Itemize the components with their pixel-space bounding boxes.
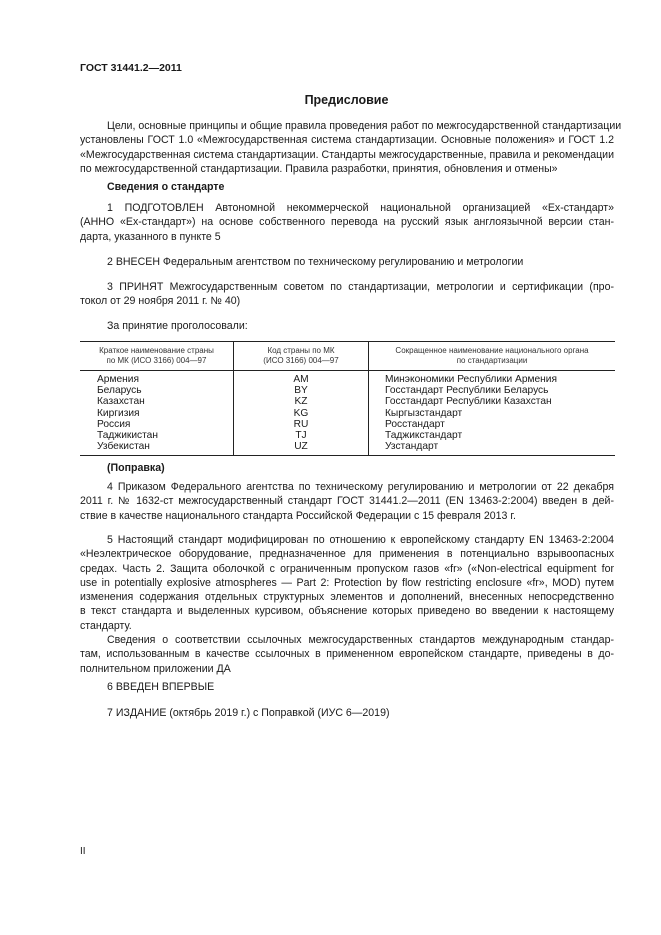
item-5-line: «Неэлектрическое оборудование, предназначенное для применения в потенциально взрывоопасных xyxy=(80,548,614,561)
code-cell: AM xyxy=(234,371,369,386)
item-6-line: 6 ВВЕДЕН ВПЕРВЫЕ xyxy=(107,681,215,693)
code-cell: TJ xyxy=(234,430,369,441)
vote-label-text: За принятие проголосовали: xyxy=(107,320,248,332)
intro-line: установлены ГОСТ 1.0 «Межгосударственная система стандартизации. Основные положения» и ГОСТ 1.2 xyxy=(80,134,614,147)
country-cell: Беларусь xyxy=(97,385,142,397)
item-5-line: use in potentially explosive atmospheres — Part 2: Protection by flow restricting enclosure «fr», MOD) путем xyxy=(80,576,614,589)
header-line: Код страны по МК xyxy=(267,346,335,355)
intro-line: по межгосударственной стандартизации. Правила разработки, принятия, обновления и отмены» xyxy=(80,162,558,175)
table-header-code xyxy=(234,342,369,371)
body-cell: Минэкономики Республики Армения xyxy=(369,371,616,386)
item-5-refs-line: Сведения о соответствии ссылочных межгосударственных стандартов международным стандар- xyxy=(107,634,614,647)
body-cell: Кыргызстандарт xyxy=(369,408,616,419)
item-1-line: дарта, указанного в пункте 5 xyxy=(80,230,221,243)
item-6 xyxy=(80,680,614,694)
header-line: по стандартизации xyxy=(456,356,528,365)
code-cell: RU xyxy=(234,419,369,430)
table-header-body xyxy=(369,342,616,371)
table-header-country xyxy=(80,342,234,371)
table-row xyxy=(80,441,615,456)
item-2 xyxy=(80,255,614,269)
about-heading: Сведения о стандарте xyxy=(107,181,225,193)
item-4-line: 4 Приказом Федерального агентства по техническому регулированию и метрологии от 22 декабря xyxy=(107,481,614,493)
item-7-line: 7 ИЗДАНИЕ (октябрь 2019 г.) с Поправкой (ИУС 6—2019) xyxy=(107,707,390,719)
item-5 xyxy=(80,533,614,676)
item-4-line: 2011 г. № 1632-ст межгосударственный стандарт ГОСТ 31441.2—2011 (EN 13463-2:2004) введен в дей- xyxy=(80,495,614,508)
item-3-line: 3 ПРИНЯТ Межгосударственным советом по стандартизации, метрологии и сертификации (про- xyxy=(107,281,614,293)
item-5-line: изменения содержания отдельных структурных элементов и дополнений, внесенных непосредственно xyxy=(80,591,614,604)
header-line: Сокращенное наименование национального органа xyxy=(395,346,589,355)
page-title: Предисловие xyxy=(304,93,389,107)
item-2-line: 2 ВНЕСЕН Федеральным агентством по техническому регулированию и метрологии xyxy=(107,256,524,268)
body-cell: Таджикстандарт xyxy=(369,430,616,441)
header-line: по МК (ИСО 3166) 004—97 xyxy=(106,356,207,365)
country-cell: Армения xyxy=(97,374,139,385)
table-row xyxy=(80,385,615,396)
table-row xyxy=(80,371,615,386)
code-cell: KG xyxy=(234,408,369,419)
country-cell: Казахстан xyxy=(97,396,145,408)
code-cell: BY xyxy=(234,385,369,396)
item-3-line: токол от 29 ноября 2011 г. № 40) xyxy=(80,295,241,308)
page-number: II xyxy=(80,846,86,857)
item-7 xyxy=(80,706,614,720)
table-row xyxy=(80,419,615,430)
item-5-line: средах. Часть 2. Защита оболочкой с ограниченным пропуском газов «fr» («Non-electrical equipment for xyxy=(80,562,614,575)
item-5-refs-line: полнительном приложении ДА xyxy=(80,662,231,675)
body-cell: Госстандарт Республики Казахстан xyxy=(369,396,616,407)
table-row xyxy=(80,396,615,407)
item-1-line: (АННО «Ех-стандарт») на основе собственного перевода на русский язык англоязычной версии стан- xyxy=(80,216,614,229)
code-cell: KZ xyxy=(234,396,369,407)
vote-table xyxy=(80,341,615,456)
intro-paragraph xyxy=(80,119,622,176)
item-4 xyxy=(80,480,614,523)
item-1 xyxy=(80,201,614,244)
header-line: (ИСО 3166) 004—97 xyxy=(263,356,339,365)
item-5-refs-line: там, использованным в качестве ссылочных в примененном европейском стандарте, приведены в до- xyxy=(80,648,614,661)
item-1-line: 1 ПОДГОТОВЛЕН Автономной некоммерческой национальной организацией «Ех-стандарт» xyxy=(107,202,614,214)
amendment-label: (Поправка) xyxy=(107,462,165,474)
item-3 xyxy=(80,280,614,309)
document-id: ГОСТ 31441.2—2011 xyxy=(80,62,182,74)
body-cell: Узстандарт xyxy=(369,441,616,456)
item-5-line: 5 Настоящий стандарт модифицирован по отношению к европейскому стандарту EN 13463-2:2004 xyxy=(107,534,614,546)
item-5-line: в текст стандарта и выделенных курсивом, объяснение которых приведено во введении к настоящему xyxy=(80,605,614,618)
country-cell: Таджикистан xyxy=(97,430,158,442)
table-row xyxy=(80,408,615,419)
intro-line: Цели, основные принципы и общие правила проведения работ по межгосударственной стандартизации xyxy=(107,120,622,132)
item-5-line: стандарту. xyxy=(80,619,132,632)
country-cell: Узбекистан xyxy=(80,441,234,456)
country-cell: Россия xyxy=(97,418,131,430)
header-line: Краткое наименование страны xyxy=(99,346,214,355)
code-cell: UZ xyxy=(234,441,369,456)
vote-label xyxy=(80,319,614,333)
country-cell: Киргизия xyxy=(97,407,140,419)
intro-line: «Межгосударственная система стандартизации. Стандарты межгосударственные, правила и рекомендации xyxy=(80,148,614,161)
body-cell: Росстандарт xyxy=(369,419,616,430)
body-cell: Госстандарт Республики Беларусь xyxy=(369,385,616,396)
item-4-line: ствие в качестве национального стандарта Российской Федерации с 15 февраля 2013 г. xyxy=(80,509,516,522)
table-row xyxy=(80,430,615,441)
